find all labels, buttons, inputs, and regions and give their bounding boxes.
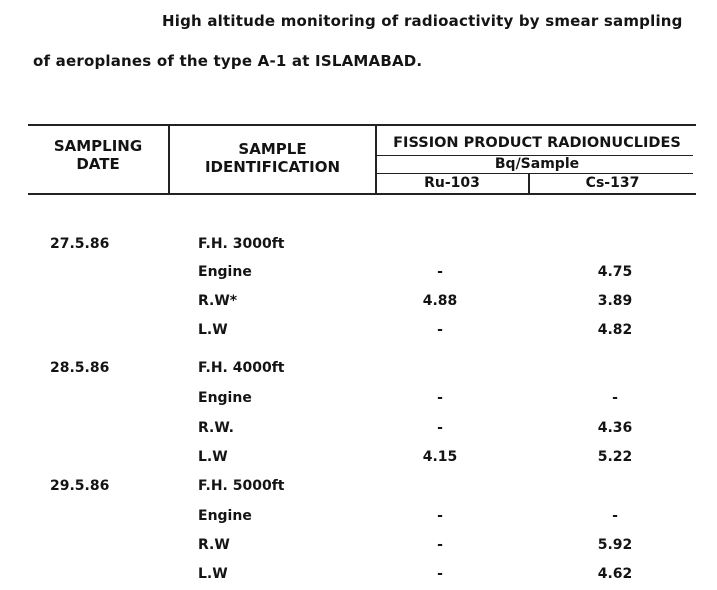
sample-identification: L.W bbox=[198, 449, 228, 465]
cs-137-value: 3.89 bbox=[597, 293, 633, 309]
sampling-date: 29.5.86 bbox=[50, 478, 110, 494]
header-date-line-1: SAMPLING bbox=[53, 137, 143, 155]
sample-identification: R.W. bbox=[198, 420, 234, 436]
header-ident-line-2: IDENTIFICATION bbox=[204, 158, 341, 176]
sample-identification: Engine bbox=[198, 508, 252, 524]
document-title-line-2: of aeroplanes of the type A-1 at ISLAMABAD. bbox=[33, 52, 423, 70]
header-fission-product: FISSION PRODUCT RADIONUCLIDES bbox=[393, 135, 681, 151]
sample-identification: Engine bbox=[198, 390, 252, 406]
header-date-line-2: DATE bbox=[76, 155, 120, 173]
sampling-date: 28.5.86 bbox=[50, 360, 110, 376]
ru-103-value: - bbox=[437, 508, 443, 524]
header-ident-line-1: SAMPLE bbox=[238, 140, 307, 158]
ru-103-value: - bbox=[437, 537, 443, 553]
sampling-date: 27.5.86 bbox=[50, 236, 110, 252]
header-ru-103: Ru-103 bbox=[424, 175, 480, 191]
sample-identification: F.H. 5000ft bbox=[198, 478, 285, 494]
cs-137-value: - bbox=[612, 508, 618, 524]
sample-identification: L.W bbox=[198, 322, 228, 338]
header-unit: Bq/Sample bbox=[494, 156, 580, 172]
table-header-bottom-rule bbox=[28, 193, 696, 195]
sample-identification: F.H. 4000ft bbox=[198, 360, 285, 376]
document-title-line-1: High altitude monitoring of radioactivity by smear sampling bbox=[162, 12, 683, 30]
header-cs-137: Cs-137 bbox=[585, 175, 640, 191]
ru-103-value: - bbox=[437, 322, 443, 338]
cs-137-value: 5.22 bbox=[597, 449, 633, 465]
sample-identification: R.W* bbox=[198, 293, 238, 309]
cs-137-value: 5.92 bbox=[597, 537, 633, 553]
cs-137-value: - bbox=[612, 390, 618, 406]
cs-137-value: 4.82 bbox=[597, 322, 633, 338]
unit-divider-rule bbox=[375, 173, 693, 174]
ru-103-value: - bbox=[437, 390, 443, 406]
cs-137-value: 4.36 bbox=[597, 420, 633, 436]
sample-identification: L.W bbox=[198, 566, 228, 582]
sample-identification: Engine bbox=[198, 264, 252, 280]
ru-103-value: - bbox=[437, 566, 443, 582]
cs-137-value: 4.75 bbox=[597, 264, 633, 280]
table-top-rule bbox=[28, 124, 696, 126]
ru-103-value: - bbox=[437, 420, 443, 436]
cs-137-value: 4.62 bbox=[597, 566, 633, 582]
ru-103-value: - bbox=[437, 264, 443, 280]
ru-103-value: 4.88 bbox=[422, 293, 458, 309]
sample-identification: F.H. 3000ft bbox=[198, 236, 285, 252]
sample-identification: R.W bbox=[198, 537, 230, 553]
ru-103-value: 4.15 bbox=[422, 449, 458, 465]
